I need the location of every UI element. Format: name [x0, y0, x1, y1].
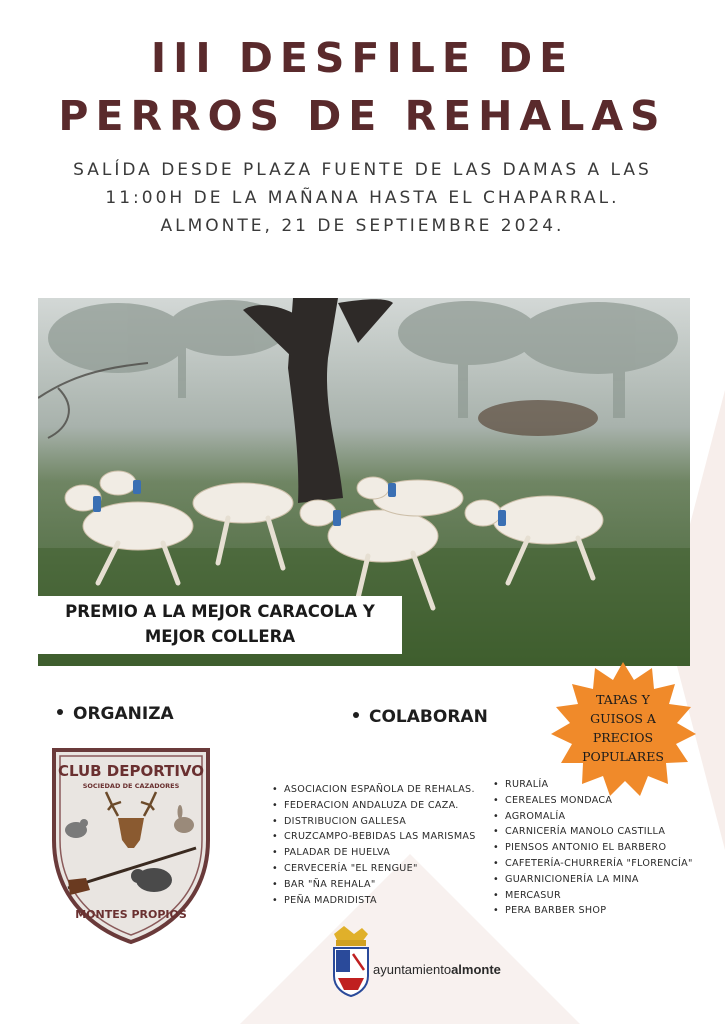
title-line-2: PERROS DE REHALAS: [58, 92, 667, 140]
list-item: • FEDERACION ANDALUZA DE CAZA.: [272, 798, 476, 814]
list-item: • PALADAR DE HUELVA: [272, 845, 476, 861]
list-item: • AGROMALÍA: [493, 809, 693, 825]
bullet-icon: [57, 709, 63, 715]
badge-line-4: POPULARES: [582, 749, 664, 764]
list-item: • RURALÍA: [493, 777, 693, 793]
prize-banner: [38, 596, 402, 654]
prize-line-1: PREMIO A LA MEJOR CARACOLA Y: [65, 602, 375, 621]
badge-line-2: GUISOS A: [590, 711, 656, 726]
colaboran-label: COLABORAN: [369, 707, 488, 727]
list-item: • CERVECERÍA "EL RENGUE": [272, 861, 476, 877]
badge-line-1: TAPAS Y: [596, 692, 650, 707]
collaborators-list-right: [493, 777, 693, 919]
list-item: • GUARNICIONERÍA LA MINA: [493, 872, 693, 888]
logo-top-text: CLUB DEPORTIVO: [57, 762, 205, 780]
organiza-heading: [57, 704, 174, 724]
list-item: • CEREALES MONDACA: [493, 793, 693, 809]
subtitle-line-3: ALMONTE, 21 DE SEPTIEMBRE 2024.: [160, 216, 565, 236]
prize-line-2: MEJOR COLLERA: [144, 627, 296, 646]
list-item: • CARNICERÍA MANOLO CASTILLA: [493, 824, 693, 840]
wordmark-bold: almonte: [451, 962, 501, 977]
list-item: • PEÑA MADRIDISTA: [272, 893, 476, 909]
colaboran-heading: [353, 707, 488, 727]
subtitle-line-2: 11:00H DE LA MAÑANA HASTA EL CHAPARRAL.: [105, 188, 620, 208]
list-item: • BAR "ÑA REHALA": [272, 877, 476, 893]
list-item: • PIENSOS ANTONIO EL BARBERO: [493, 840, 693, 856]
list-item: • ASOCIACION ESPAÑOLA DE REHALAS.: [272, 782, 476, 798]
list-item: • CRUZCAMPO-BEBIDAS LAS MARISMAS: [272, 829, 476, 845]
badge-line-3: PRECIOS: [592, 730, 654, 745]
organiza-label: ORGANIZA: [73, 704, 174, 724]
list-item: • DISTRIBUCION GALLESA: [272, 814, 476, 830]
ayuntamiento-wordmark: [373, 962, 501, 977]
collaborators-list-left: [272, 782, 476, 908]
subtitle-line-1: SALÍDA DESDE PLAZA FUENTE DE LAS DAMAS A LAS: [73, 160, 652, 180]
logo-sub-text: SOCIEDAD DE CAZADORES: [82, 782, 180, 790]
promo-badge-text: [548, 690, 698, 766]
list-item: • CAFETERÍA-CHURRERÍA "FLORENCÍA": [493, 856, 693, 872]
title-line-1: III DESFILE DE: [150, 34, 575, 82]
list-item: • MERCASUR: [493, 888, 693, 904]
logo-bottom-text: MONTES PROPIOS: [75, 908, 187, 921]
club-deportivo-logo: [46, 740, 216, 945]
bullet-icon: [353, 712, 359, 718]
list-item: • PERA BARBER SHOP: [493, 903, 693, 919]
wordmark-prefix: ayuntamiento: [373, 962, 452, 977]
